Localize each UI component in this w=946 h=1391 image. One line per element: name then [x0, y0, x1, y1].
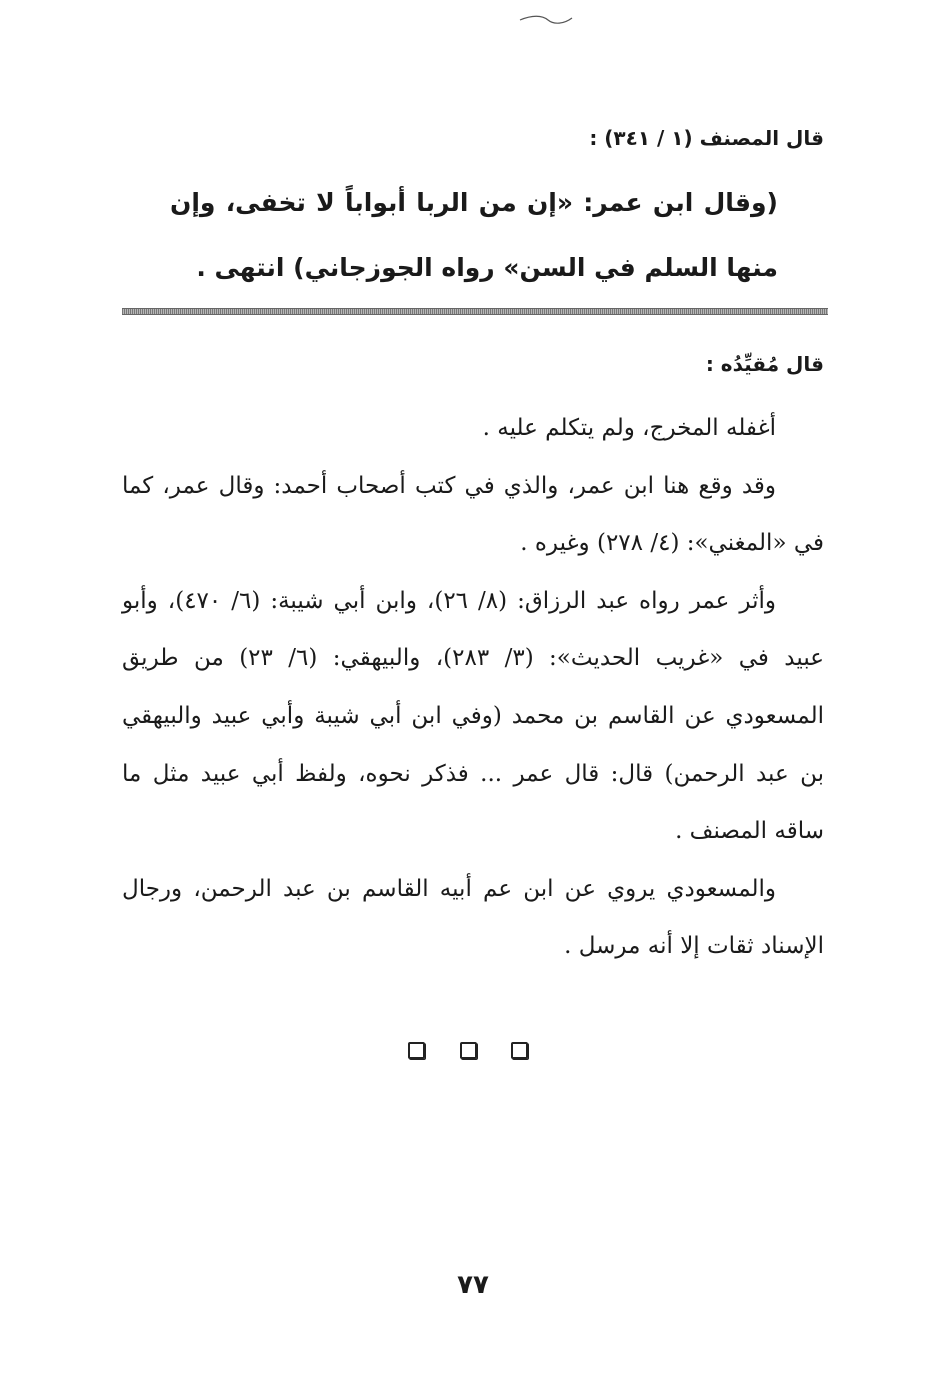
quoted-author-text: (وقال ابن عمر: «إن من الربا أبواباً لا تخفى، وإن منها السلم في السن» رواه الجوزجاني) انتهى . [170, 188, 778, 282]
paragraph: وقد وقع هنا ابن عمر، والذي في كتب أصحاب أحمد: وقال عمر، كما في «المغني»: (٤/ ٢٧٨) وغيره . [122, 472, 824, 557]
square-ornament-icon [460, 1042, 477, 1059]
section-divider [122, 308, 828, 315]
page-number: ٧٧ [457, 1270, 489, 1300]
end-of-section-separator [408, 1040, 528, 1060]
square-ornament-icon [408, 1042, 425, 1059]
paragraph: وأثر عمر رواه عبد الرزاق: (٨/ ٢٦)، وابن أبي شيبة: (٦/ ٤٧٠)، وأبو عبيد في «غريب الحديث»: (٣/ ٢٨٣)، والبيهقي: (٦/ ٢٣) من طريق المسعودي عن القاسم بن محمد (وفي ابن أبي شيبة وأبي عبيد والبيهقي بن عبد الرحمن) قال: قال عمر ... فذكر نحوه، ولفظ أبي عبيد مثل ما ساقه المصنف . [122, 587, 824, 845]
quoted-author-heading: قال المصنف (١ / ٣٤١) : [589, 126, 824, 150]
top-swash-ornament [518, 12, 574, 26]
paragraph: أغفله المخرج، ولم يتكلم عليه . [482, 415, 776, 441]
commentary-body [122, 400, 824, 976]
commentary-heading: قال مُقيِّدُه : [705, 352, 824, 376]
paragraph: والمسعودي يروي عن ابن عم أبيه القاسم بن عبد الرحمن، ورجال الإسناد ثقات إلا أنه مرسل . [122, 875, 824, 960]
square-ornament-icon [511, 1042, 528, 1059]
